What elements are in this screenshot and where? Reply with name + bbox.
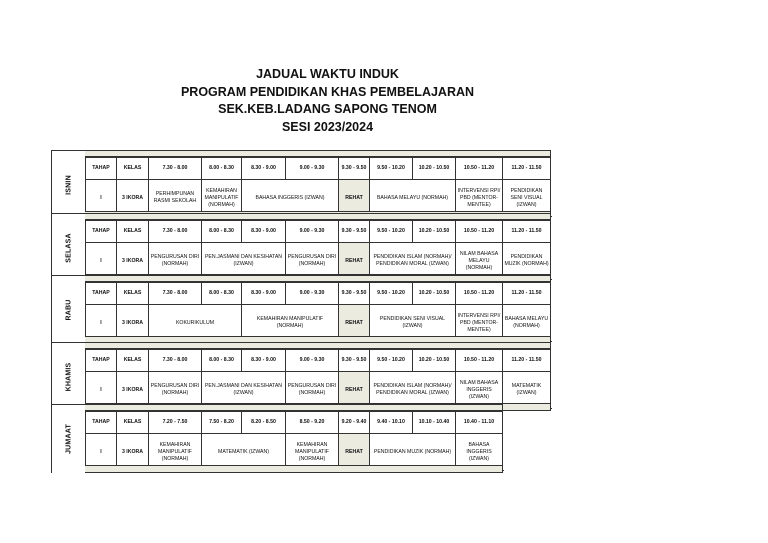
kelas-value: 3 IKORA xyxy=(117,243,149,280)
day-name: RABU xyxy=(65,299,72,321)
subject-cell: PEN.JASMANI DAN KESIHATAN (IZWAN) xyxy=(202,372,286,409)
time-slot-header: 10.50 - 11.20 xyxy=(456,158,503,180)
time-slot-header: 8.00 - 8.30 xyxy=(202,350,242,372)
time-slot-header: 8.30 - 9.00 xyxy=(242,350,286,372)
day-label xyxy=(52,405,86,473)
day-label xyxy=(52,214,86,282)
time-slot-header: 10.20 - 10.50 xyxy=(413,283,456,305)
title-line-1: JADUAL WAKTU INDUK xyxy=(256,67,399,81)
time-slot-header: 11.20 - 11.50 xyxy=(503,350,551,372)
title-line-4: SESI 2023/2024 xyxy=(281,119,374,134)
time-slot-header: 9.50 - 10.20 xyxy=(370,350,413,372)
subject-cell: KEMAHIRAN MANIPULATIF (NORMAH) xyxy=(202,180,242,217)
kelas-value: 3 IKORA xyxy=(117,305,149,342)
subject-cell: PENGURUSAN DIRI (NORMAH) xyxy=(286,372,339,409)
subject-cell: MATEMATIK (IZWAN) xyxy=(202,434,286,471)
header-tahap: TAHAP xyxy=(86,221,117,243)
rehat-cell: REHAT xyxy=(339,372,370,409)
subject-cell: KEMAHIRAN MANIPULATIF (NORMAH) xyxy=(242,305,339,342)
time-slot-header: 9.40 - 10.10 xyxy=(370,412,413,434)
day-name: KHAMIS xyxy=(65,362,72,392)
time-slot-header: 9.30 - 9.50 xyxy=(339,158,370,180)
kelas-value: 3 IKORA xyxy=(117,434,149,471)
subject-cell: KEMAHIRAN MANIPULATIF (NORMAH) xyxy=(286,434,339,471)
header-row xyxy=(86,158,551,180)
time-slot-header: 11.20 - 11.50 xyxy=(503,283,551,305)
tahap-value: I xyxy=(86,372,117,409)
subject-cell: BAHASA MELAYU (NORMAH) xyxy=(503,305,551,342)
time-slot-header: 9.00 - 9.30 xyxy=(286,350,339,372)
time-slot-header: 8.20 - 8.50 xyxy=(242,412,286,434)
subject-cell: KOKURIKULUM xyxy=(149,305,242,342)
subject-cell: PENDIDIKAN ISLAM (NORMAH)/ PENDIDIKAN MORAL (IZWAN) xyxy=(370,372,456,409)
time-slot-header: 7.30 - 8.00 xyxy=(149,221,202,243)
subject-cell: NILAM BAHASA MELAYU (NORMAH) xyxy=(456,243,503,280)
subject-cell: INTERVENSI RPI/ PBD (MENTOR-MENTEE) xyxy=(456,305,503,342)
time-slot-header: 7.30 - 8.00 xyxy=(149,158,202,180)
time-slot-header: 10.50 - 11.20 xyxy=(456,283,503,305)
time-slot-header: 9.30 - 9.50 xyxy=(339,283,370,305)
subject-cell: PENGURUSAN DIRI (NORMAH) xyxy=(286,243,339,280)
subject-cell: PENDIDIKAN SENI VISUAL (IZWAN) xyxy=(370,305,456,342)
day-name: JUMAAT xyxy=(65,424,72,454)
day-table xyxy=(85,349,551,409)
day-name: SELASA xyxy=(65,233,72,263)
header-row xyxy=(86,350,551,372)
day-table xyxy=(85,157,551,217)
time-slot-header: 7.20 - 7.50 xyxy=(149,412,202,434)
time-slot-header: 9.00 - 9.30 xyxy=(286,283,339,305)
subject-cell: BAHASA MELAYU (NORMAH) xyxy=(370,180,456,217)
subject-cell: PENGURUSAN DIRI (NORMAH) xyxy=(149,372,202,409)
subject-cell: INTERVENSI RPI/ PBD (MENTOR-MENTEE) xyxy=(456,180,503,217)
header-row xyxy=(86,221,551,243)
time-slot-header: 9.50 - 10.20 xyxy=(370,283,413,305)
day-block-jumaat xyxy=(51,404,503,473)
time-slot-header: 9.50 - 10.20 xyxy=(370,221,413,243)
rehat-cell: REHAT xyxy=(339,305,370,342)
time-slot-header: 10.20 - 10.50 xyxy=(413,221,456,243)
time-slot-header: 7.30 - 8.00 xyxy=(149,283,202,305)
time-slot-header: 7.30 - 8.00 xyxy=(149,350,202,372)
time-slot-header: 9.30 - 9.50 xyxy=(339,221,370,243)
header-kelas: KELAS xyxy=(117,221,149,243)
subject-cell: BAHASA INGGERIS (IZWAN) xyxy=(242,180,339,217)
day-table xyxy=(85,220,551,280)
time-slot-header: 9.00 - 9.30 xyxy=(286,158,339,180)
time-slot-header: 8.30 - 9.00 xyxy=(242,221,286,243)
rehat-cell: REHAT xyxy=(339,180,370,217)
footer-strip xyxy=(85,465,502,473)
day-block-rabu xyxy=(51,275,551,344)
day-block-isnin xyxy=(51,150,551,219)
subject-cell: PERHIMPUNAN RASMI SEKOLAH xyxy=(149,180,202,217)
day-block-khamis xyxy=(51,342,551,411)
subject-cell: KEMAHIRAN MANIPULATIF (NORMAH) xyxy=(149,434,202,471)
time-slot-header: 10.20 - 10.50 xyxy=(413,158,456,180)
time-slot-header: 9.00 - 9.30 xyxy=(286,221,339,243)
subject-cell: BAHASA INGGERIS (IZWAN) xyxy=(456,434,503,471)
time-slot-header: 10.50 - 11.20 xyxy=(456,221,503,243)
kelas-value: 3 IKORA xyxy=(117,180,149,217)
subject-cell: PEN.JASMANI DAN KESIHATAN (IZWAN) xyxy=(202,243,286,280)
subject-cell: PENGURUSAN DIRI (NORMAH) xyxy=(149,243,202,280)
tahap-value: I xyxy=(86,180,117,217)
subject-cell: PENDIDIKAN ISLAM (NORMAH)/ PENDIDIKAN MORAL (IZWAN) xyxy=(370,243,456,280)
header-tahap: TAHAP xyxy=(86,350,117,372)
day-table xyxy=(85,411,503,471)
header-tahap: TAHAP xyxy=(86,158,117,180)
day-label xyxy=(52,276,86,344)
tahap-value: I xyxy=(86,243,117,280)
time-slot-header: 7.50 - 8.20 xyxy=(202,412,242,434)
time-slot-header: 9.20 - 9.40 xyxy=(339,412,370,434)
header-kelas: KELAS xyxy=(117,412,149,434)
document-title xyxy=(0,66,655,136)
subject-cell: NILAM BAHASA INGGERIS (IZWAN) xyxy=(456,372,503,409)
time-slot-header: 8.00 - 8.30 xyxy=(202,283,242,305)
subject-cell: MATEMATIK (IZWAN) xyxy=(503,372,551,409)
time-slot-header: 9.30 - 9.50 xyxy=(339,350,370,372)
header-tahap: TAHAP xyxy=(86,283,117,305)
rehat-cell: REHAT xyxy=(339,243,370,280)
kelas-value: 3 IKORA xyxy=(117,372,149,409)
header-kelas: KELAS xyxy=(117,350,149,372)
day-label xyxy=(52,151,86,219)
day-table xyxy=(85,282,551,342)
header-tahap: TAHAP xyxy=(86,412,117,434)
day-block-selasa xyxy=(51,213,551,282)
header-row xyxy=(86,283,551,305)
time-slot-header: 8.50 - 9.20 xyxy=(286,412,339,434)
subject-cell: PENDIDIKAN MUZIK (NORMAH) xyxy=(370,434,456,471)
time-slot-header: 8.30 - 9.00 xyxy=(242,283,286,305)
time-slot-header: 8.30 - 9.00 xyxy=(242,158,286,180)
header-kelas: KELAS xyxy=(117,283,149,305)
time-slot-header: 8.00 - 8.30 xyxy=(202,221,242,243)
subject-cell: PENDIDIKAN SENI VISUAL (IZWAN) xyxy=(503,180,551,217)
time-slot-header: 10.20 - 10.50 xyxy=(413,350,456,372)
time-slot-header: 8.00 - 8.30 xyxy=(202,158,242,180)
time-slot-header: 10.40 - 11.10 xyxy=(456,412,503,434)
day-label xyxy=(52,343,86,411)
time-slot-header: 10.50 - 11.20 xyxy=(456,350,503,372)
subject-cell: PENDIDIKAN MUZIK (NORMAH) xyxy=(503,243,551,280)
time-slot-header: 10.10 - 10.40 xyxy=(413,412,456,434)
title-line-2: PROGRAM PENDIDIKAN KHAS PEMBELAJARAN xyxy=(180,84,475,99)
header-kelas: KELAS xyxy=(117,158,149,180)
header-row xyxy=(86,412,503,434)
day-name: ISNIN xyxy=(65,175,72,195)
time-slot-header: 11.20 - 11.50 xyxy=(503,221,551,243)
time-slot-header: 11.20 - 11.50 xyxy=(503,158,551,180)
time-slot-header: 9.50 - 10.20 xyxy=(370,158,413,180)
rehat-cell: REHAT xyxy=(339,434,370,471)
tahap-value: I xyxy=(86,305,117,342)
tahap-value: I xyxy=(86,434,117,471)
title-line-3: SEK.KEB.LADANG SAPONG TENOM xyxy=(218,102,437,116)
